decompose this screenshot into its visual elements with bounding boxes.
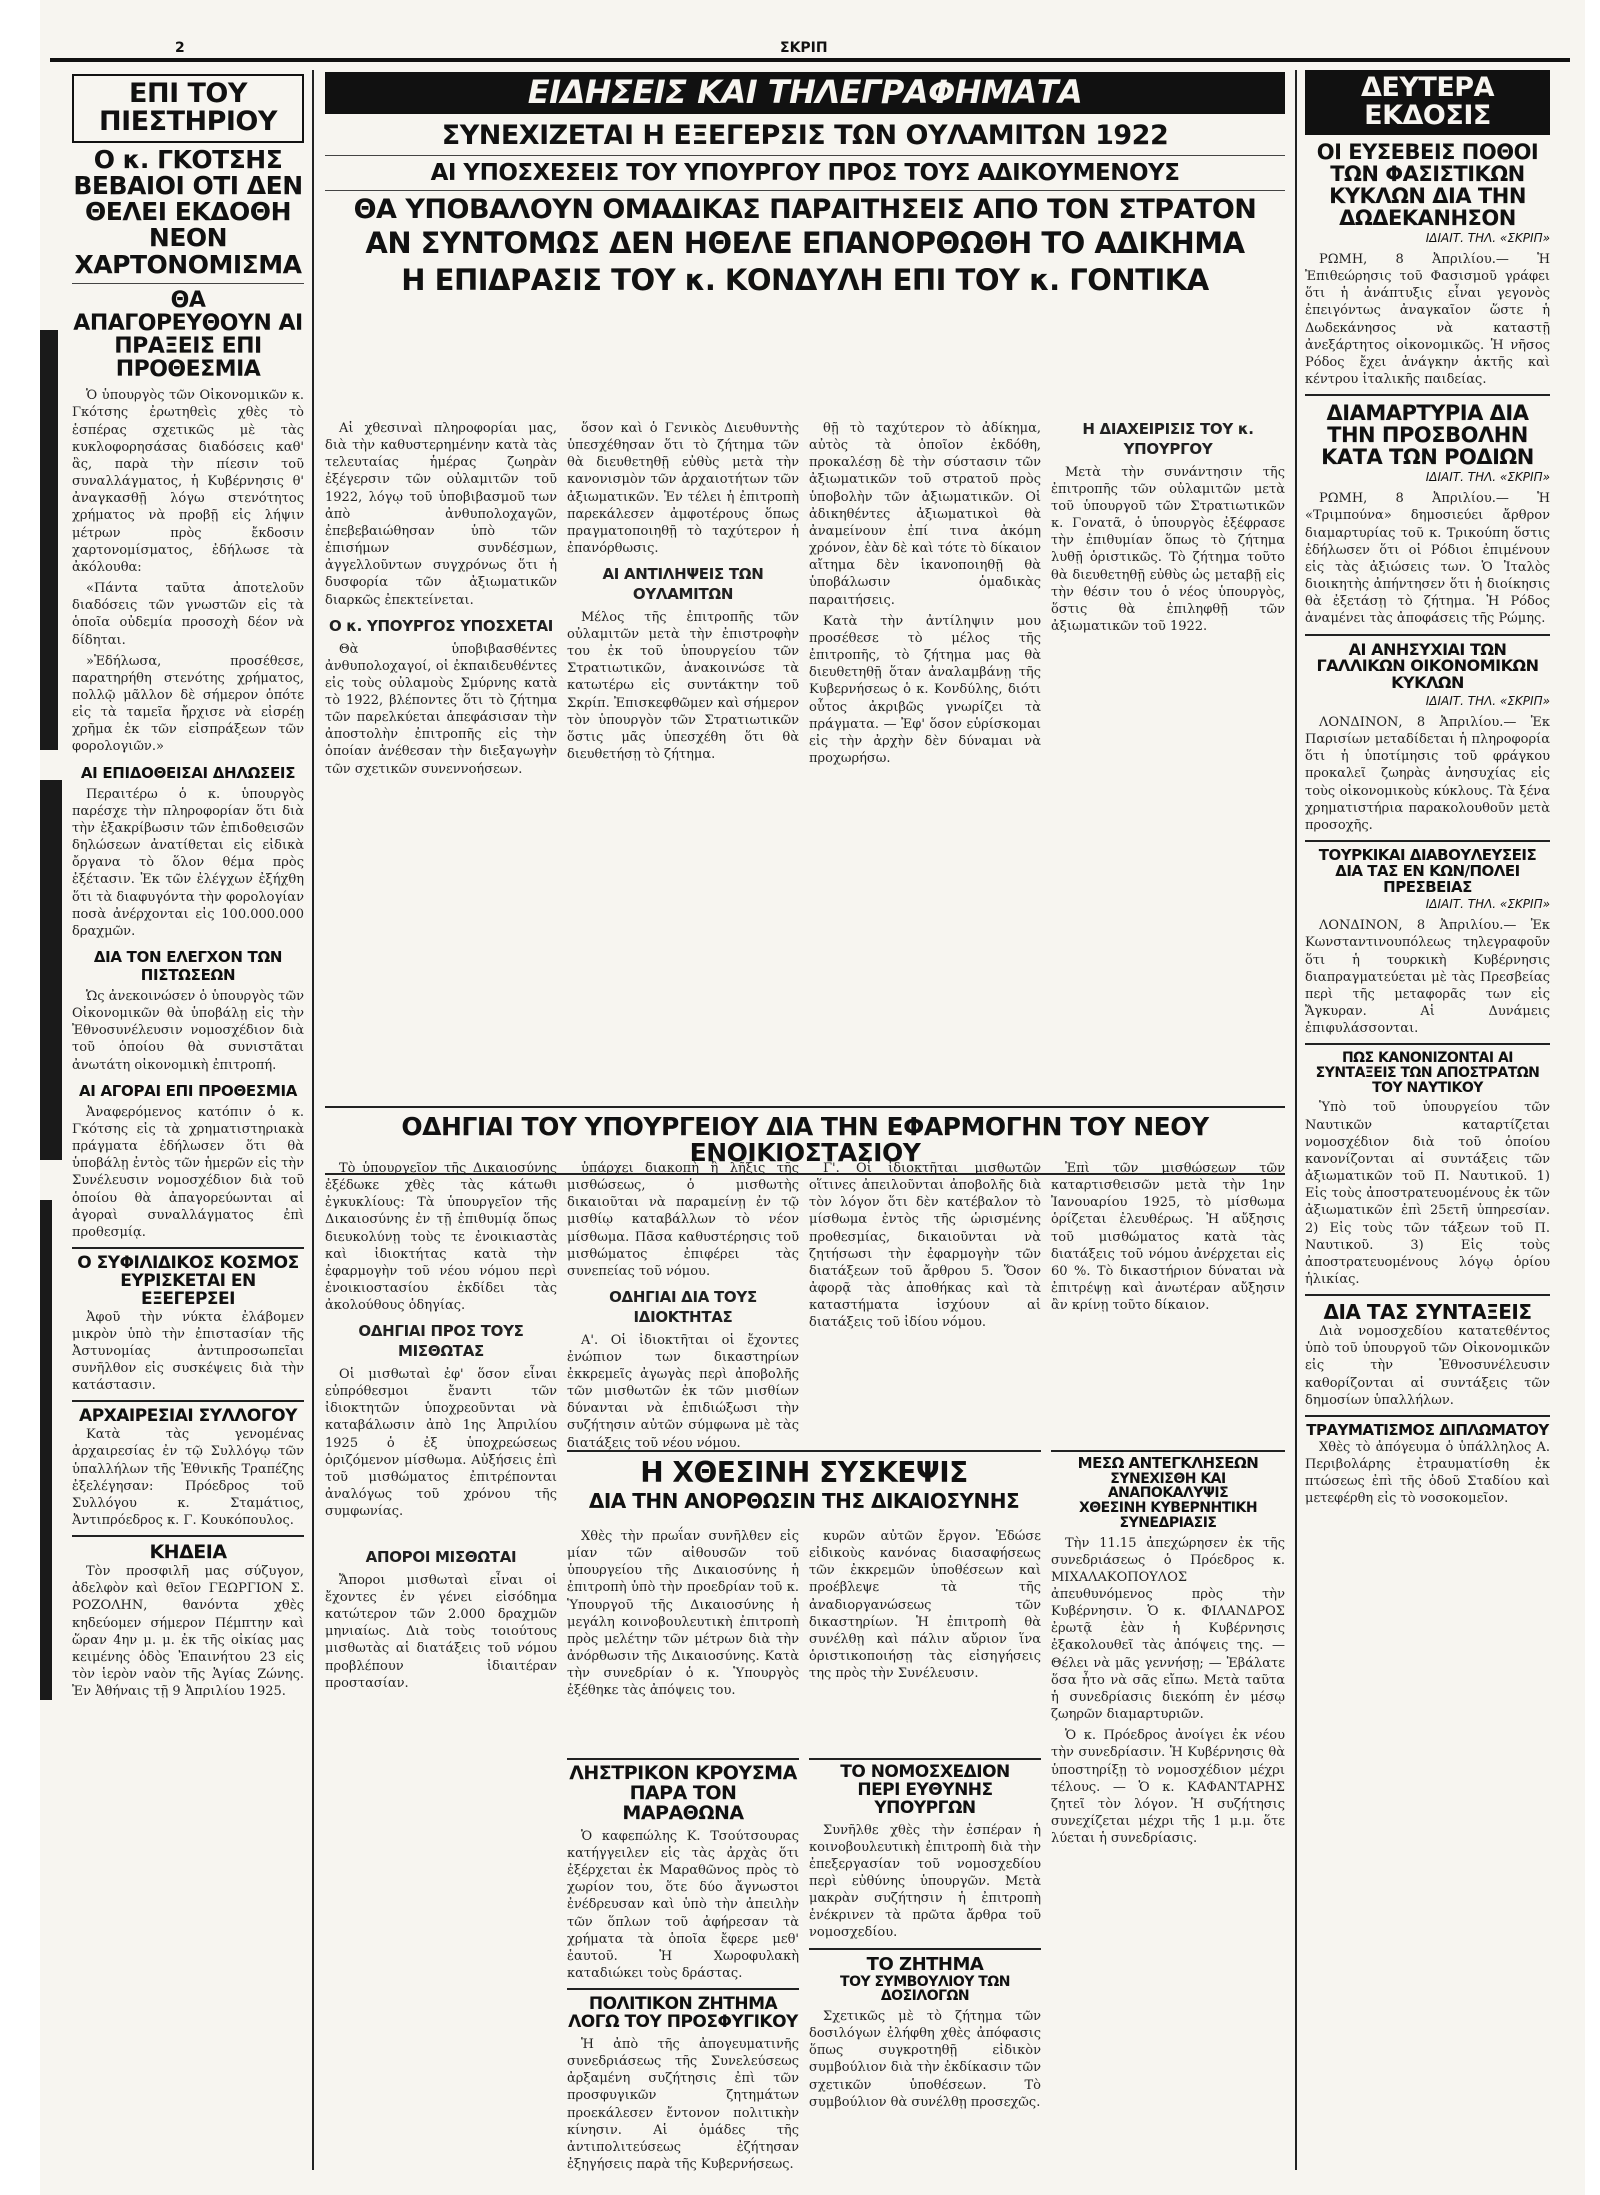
paragraph: Θὰ ὑποβιβασθέντες ἀνθυπολοχαγοί, οἱ ἐκπαιδευθέντες εἰς τοὺς οὐλαμοὺς Σμύρνης κατὰ τὸ 1922, βλέποντες ὅτι τὸ ζήτημα τῶν παρελκύεται ἀπεφάσισαν τὴν ἀποστολὴν ἐπιτροπῆς εἰς τὴν ὁποίαν ἀνέθεσαν τὴν διεξαγωγὴν τῶν σχετικῶν συνεννοήσεων. bbox=[325, 641, 557, 777]
story-column bbox=[325, 420, 557, 1100]
byline: ΙΔΙΑΙΤ. ΤΗΛ. «ΣΚΡΙΠ» bbox=[1425, 230, 1550, 245]
story-box bbox=[567, 1758, 799, 2172]
headline: ΤΟ ΝΟΜΟΣΧΕΔΙΟΝ bbox=[840, 1762, 1010, 1782]
subheading: ΑΙ ΑΝΤΙΛΗΨΕΙΣ ΤΩΝ ΟΥΛΑΜΙΤΩΝ bbox=[602, 565, 764, 604]
torn-edge bbox=[40, 1200, 52, 1700]
paragraph: Συνῆλθε χθὲς τὴν ἑσπέραν ἡ κοινοβουλευτικὴ ἐπιτροπὴ διὰ τὴν ἐπεξεργασίαν τοῦ νομοσχεδίου περὶ εὐθύνης ὑπουργῶν. Μετὰ μακρὰν συζήτησιν ἡ ἐπιτροπὴ ἐνέκρινεν τὰ πρῶτα ἄρθρα τοῦ νομοσχεδίου. bbox=[809, 1822, 1041, 1941]
story-box bbox=[809, 1758, 1041, 2164]
headline: ΑΙ ΑΝΗΣΥΧΙΑΙ ΤΩΝ ΓΑΛΛΙΚΩΝ ΟΙΚΟΝΟΜΙΚΩΝ ΚΥΚΛΩΝ bbox=[1316, 639, 1539, 693]
left-column bbox=[72, 70, 304, 2180]
right-column bbox=[1305, 70, 1550, 2180]
paragraph: Ἀφοῦ τὴν νύκτα ἐλάβομεν μικρὸν ὑπὸ τὴν ἐπιστασίαν τῆς Ἀστυνομίας ἀντιπροσωπεῖαι συνῆλθον εἰς συσκέψεις διὰ τὴν κατάστασιν. bbox=[72, 1309, 304, 1394]
left-banner: ΕΠΙ ΤΟΥ ΠΙΕΣΤΗΡΙΟΥ bbox=[72, 74, 304, 143]
paragraph: Κατὰ τὰς γενομένας ἀρχαιρεσίας ἐν τῷ Συλλόγῳ τῶν ὑπαλλήλων τῆς Ἐθνικῆς Τραπέζης ἐξελέγησαν: Πρόεδρος τοῦ Συλλόγου κ. Σταμάτιος, Ἀντιπρόεδρος κ. Γ. Κουκόπουλος. bbox=[72, 1427, 304, 1528]
paragraph: Ἀναφερόμενος κατόπιν ὁ κ. Γκότσης εἰς τὰ χρηματιστηριακὰ πράγματα ἐδήλωσεν ὅτι θὰ ὑποβάλῃ ἐντὸς τῶν ἡμερῶν εἰς τὴν Συνέλευσιν νομοσχέδιον διὰ τοῦ ὁποίου θὰ ἀπαγορεύωνται αἱ ἀγοραὶ συναλλάγματος ἐπὶ προθεσμίᾳ. bbox=[72, 1104, 304, 1240]
headline: ΤΟΥΡΚΙΚΑΙ ΔΙΑΒΟΥΛΕΥΣΕΙΣ ΔΙΑ ΤΑΣ ΕΝ ΚΩΝ/ΠΟΛΕΙ ΠΡΕΣΒΕΙΑΣ bbox=[1318, 846, 1537, 896]
subheading: ΑΙ ΑΓΟΡΑΙ ΕΠΙ ΠΡΟΘΕΣΜΙΑ bbox=[78, 1081, 298, 1100]
center-banner: ΕΙΔΗΣΕΙΣ ΚΑΙ ΤΗΛΕΓΡΑΦΗΜΑΤΑ bbox=[325, 72, 1285, 114]
paragraph: Τὸ ὑπουργεῖον τῆς Δικαιοσύνης ἐξέδωκε χθὲς τὰς κάτωθι ἐγκυκλίους: Τὰ ὑπουργεῖον τῆς Δικαιοσύνης ἐν τῇ ἐπιθυμίᾳ ὅπως διευκολύνῃ τοὺς τε ἐνοικιαστὰς καὶ ἰδιοκτήτας κατὰ τὴν ἐφαρμογὴν τοῦ νέου νόμου περὶ ἐνοικιοστασίου ἐκδίδει τὰς ἀκολούθους ὁδηγίας. bbox=[325, 1161, 557, 1314]
subheading: ΔΙΑ ΤΟΝ ΕΛΕΓΧΟΝ ΤΩΝ ΠΙΣΤΩΣΕΩΝ bbox=[93, 948, 283, 984]
paragraph: Τὴν 11.15 ἀπεχώρησεν ἐκ τῆς συνεδριάσεως ὁ Πρόεδρος κ. ΜΙΧΑΛΑΚΟΠΟΥΛΟΣ ἀπευθυνόμενος πρὸς τὴν Κυβέρνησιν. Ὁ κ. ΦΙΛΑΝΔΡΟΣ ἐρωτᾷ ἐὰν ἡ Κυβέρνησις ἐξακολουθεῖ τὰς ἀπόψεις της. — Θέλει νὰ μᾶς γεννήσῃ; — Ἐβάλατε ὅσα ἦτο νὰ σᾶς εἴπω. Μετὰ ταῦτα ἡ συνεδρίασις διεκόπη ἐν μέσῳ ζωηρῶν διαμαρτυριῶν. bbox=[1051, 1535, 1285, 1723]
paragraph: Αἱ χθεσιναὶ πληροφορίαι μας, διὰ τὴν καθυστερημένην κατὰ τὰς τελευταίας ἡμέρας ζωηρὰν ἐξέγερσιν τῶν οὐλαμιτῶν τοῦ 1922, λόγῳ τοῦ ὑποβιβασμοῦ των ἀπὸ ἀνθυπολοχαγῶν, ἐπεβεβαιώθησαν ὑπὸ τῶν ἐπισήμων συνδέσμων, ἀγγελλοῦντων συγχρόνως ὅτι ἡ δυσφορία τῶν ἀξιωματικῶν διαρκῶς ἐπεκτείνεται. bbox=[325, 421, 557, 608]
paragraph: Ὡς ἀνεκοινώσεν ὁ ὑπουργὸς τῶν Οἰκονομικῶν θὰ ὑποβάλῃ εἰς τὴν Ἐθνοσυνέλευσιν νομοσχέδιον διὰ τοῦ ὁποίου θὰ συνιστᾶται ἀνωτάτη οἰκονομικὴ ἐπιτροπή. bbox=[72, 989, 304, 1073]
headline: ΔΙΑ ΤΗΝ ΑΝΟΡΘΩΣΙΝ ΤΗΣ ΔΙΚΑΙΟΣΥΝΗΣ bbox=[588, 1489, 1020, 1514]
headline: Η ΧΘΕΣΙΝΗ ΣΥΣΚΕΨΙΣ bbox=[640, 1456, 968, 1489]
headline: ΠΩΣ ΚΑΝΟΝΙΖΟΝΤΑΙ ΑΙ ΣΥΝΤΑΞΕΙΣ ΤΩΝ ΑΠΟΣΤΡΑΤΩΝ ΤΟΥ ΝΑΥΤΙΚΟΥ bbox=[1315, 1050, 1540, 1096]
story-column bbox=[1051, 420, 1285, 1100]
column-rule bbox=[312, 70, 314, 2170]
paragraph: Ὁ ὑπουργὸς τῶν Οἰκονομικῶν κ. Γκότσης ἐρωτηθεὶς χθὲς τὸ ἑσπέρας σχετικῶς μὲ τὰς κυκλοφορησάσας διαδόσεις καθ' ἃς, παρὰ τὴν πίεσιν τοῦ συναλλάγματος, ἡ Κυβέρνησις θ' ἀναγκασθῇ λόγω στενότητος χρήματος νὰ προβῇ εἰς λήψιν μέτρων πρὸς ἔκδοσιν χαρτονομίσματος, ἐδήλωσε τὰ ἀκόλουθα: bbox=[72, 388, 304, 575]
paragraph: Μετὰ τὴν συνάντησιν τῆς ἐπιτροπῆς τῶν οὐλαμιτῶν μετὰ τοῦ ὑπουργοῦ τῶν Στρατιωτικῶν κ. Γονατᾶ, ὁ ὑπουργὸς ἐξέφρασε τὴν ἐπιθυμίαν ὅπως τὸ ζήτημα λυθῇ ὁριστικῶς. Τὸ ζήτημα τοῦτο θὰ διευθετηθῇ εὐθὺς ὡς μεταβῇ εἰς τὴν θέσιν του ὁ νέος ὑπουργὸς, ὅστις θὰ ἐπιληφθῇ τῶν ἀξιωματικῶν τοῦ 1922. bbox=[1051, 464, 1285, 634]
headline: ΜΕΣΩ ΑΝΤΕΓΚΛΗΣΕΩΝ bbox=[1077, 1454, 1259, 1472]
page-number: 2 bbox=[175, 40, 185, 56]
article-headline: ΑΡΧΑΙΡΕΣΙΑΙ ΣΥΛΛΟΓΟΥ bbox=[79, 1406, 297, 1427]
subheading: ΟΔΗΓΙΑΙ ΠΡΟΣ ΤΟΥΣ ΜΙΣΘΩΤΑΣ bbox=[358, 1322, 524, 1361]
story-column bbox=[567, 1528, 799, 1748]
headline: ΤΟ ΖΗΤΗΜΑ bbox=[866, 1953, 984, 1975]
paragraph: ΡΩΜΗ, 8 Ἀπριλίου.— Ἡ Ἐπιθεώρησις τοῦ Φασισμοῦ γράφει ὅτι ἡ ἀνάπτυξις εἶναι γεγονὸς ἐπειγόντως ἀναγκαῖον ὥστε ἡ Δωδεκάνησος νὰ καταστῇ ἀνεξάρτητος οἰκονομικῶς. Ἡ νῆσος Ρόδος ἔχει ἀνάγκην ἀκτῆς καὶ κέντρου ἰταλικῆς παιδείας. bbox=[1305, 251, 1550, 387]
byline: ΙΔΙΑΙΤ. ΤΗΛ. «ΣΚΡΙΠ» bbox=[1425, 897, 1550, 912]
paragraph: ΛΟΝΔΙΝΟΝ, 8 Ἀπριλίου.— Ἐκ Παρισίων μεταδίδεται ἡ πληροφορία ὅτι ἡ ὑποτίμησις τοῦ φράγκου προκαλεῖ ζωηρὰς ἀνησυχίας εἰς τοὺς οἰκονομικοὺς κύκλους. Τὰ ξένα χρηματιστήρια παρακολουθοῦν μετὰ προσοχῆς. bbox=[1305, 714, 1550, 833]
paragraph: ΛΟΝΔΙΝΟΝ, 8 Ἀπριλίου.— Ἐκ Κωνσταντινουπόλεως τηλεγραφοῦν ὅτι ἡ τουρκικὴ Κυβέρνησις διαπραγματεύεται μὲ τὰς Πρεσβείας περὶ τῆς μεταφορᾶς των εἰς Ἄγκυραν. Αἱ Δυνάμεις ἐπιφυλάσσονται. bbox=[1305, 918, 1550, 1037]
paragraph: Γ'. Οἱ ἰδιοκτῆται μισθωτῶν οἵτινες ἀπειλοῦνται ἀποβολῆς διὰ τὸν λόγον ὅτι δὲν κατέβαλον τὸ μίσθωμα ἐντὸς τῆς ὡρισμένης προθεσμίας, δικαιοῦνται νὰ ζητήσωσι τὴν ἐφαρμογὴν τῶν διατάξεων τοῦ ἄρθρου 5. Ὅσον ἀφορᾷ τὰς ἀποθήκας καὶ τὰ καταστήματα ἰσχύουν αἱ διατάξεις τοῦ ἰδίου νόμου. bbox=[809, 1161, 1041, 1331]
subheading: ΟΔΗΓΙΑΙ ΔΙΑ ΤΟΥΣ ΙΔΙΟΚΤΗΤΑΣ bbox=[609, 1288, 757, 1326]
headline: ΠΟΛΙΤΙΚΟΝ ΖΗΤΗΜΑ ΛΟΓΩ ΤΟΥ ΠΡΟΣΦΥΓΙΚΟΥ bbox=[568, 1994, 798, 2033]
syskepsis-header bbox=[567, 1450, 1041, 1512]
subheading: ΑΠΟΡΟΙ ΜΙΣΘΩΤΑΙ bbox=[365, 1548, 517, 1566]
headline: ΟΔΗΓΙΑΙ ΤΟΥ ΥΠΟΥΡΓΕΙΟΥ ΔΙΑ ΤΗΝ ΕΦΑΡΜΟΓΗΝ ΤΟΥ ΝΕΟΥ ΕΝΟΙΚΙΟΣΤΑΣΙΟΥ bbox=[401, 1112, 1209, 1168]
torn-edge bbox=[40, 330, 58, 750]
masthead: ΣΚΡΙΠ bbox=[780, 40, 828, 56]
left-headline-2: ΘΑ ΑΠΑΓΟΡΕΥΘΟΥΝ ΑΙ ΠΡΑΞΕΙΣ ΕΠΙ ΠΡΟΘΕΣΜΙΑ bbox=[73, 287, 303, 383]
paragraph: Ἄποροι μισθωταὶ εἶναι οἱ ἔχοντες ἐν γένει εἰσόδημα κατώτερον τῶν 2.000 δραχμῶν μηνιαίως. Διὰ τοὺς τοιούτους μισθωτὰς αἱ διατάξεις τοῦ νόμου προβλέπουν ἰδιαιτέραν προστασίαν. bbox=[325, 1572, 557, 1691]
paragraph: Μέλος τῆς ἐπιτροπῆς τῶν οὐλαμιτῶν μετὰ τὴν ἐπιστροφὴν του ἐκ τοῦ ὑπουργείου τῶν Στρατιωτικῶν, ἀνακοινώσε τὰ κατωτέρω εἰς συντάκτην τοῦ Σκρίπ. Ἐπισκεφθῶμεν καὶ σήμερον τὸν ὑπουργὸν τῶν Στρατιωτικῶν ὅστις μᾶς ὑπεσχέθη ὅτι θὰ διευθετήσῃ τὸ ζήτημα. bbox=[567, 609, 799, 763]
headline: ΤΟΥ ΣΥΜΒΟΥΛΙΟΥ ΤΩΝ ΔΟΣΙΛΟΓΩΝ bbox=[840, 1973, 1010, 2005]
paragraph: ΡΩΜΗ, 8 Ἀπριλίου.— Ἡ «Τριμπούνα» δημοσιεύει ἄρθρον διαμαρτυρίας τοῦ κ. Τρικούπη ὅστις ἐδήλωσεν ὅτι οἱ Ρόδιοι ἐπιμένουν εἰς τὰς ἀξιώσεις των. Ὁ Ἰταλὸς διοικητὴς ἀπήντησεν ὅτι ἡ διοίκησις θὰ ἐξετάσῃ τὸ ζήτημα. Ἡ Ρόδος ἀναμένει τὰς ἀποφάσεις τῆς Ρώμης. bbox=[1305, 491, 1550, 627]
paragraph: ὅσον καὶ ὁ Γενικὸς Διευθυντὴς ὑπεσχέθησαν ὅτι τὸ ζήτημα τῶν θὰ διευθετηθῇ εὐθὺς μετὰ τὴν κανονισμὸν τῶν ἀρχαιοτήτων τῶν ἀξιωματικῶν. Ἐν τέλει ἡ ἐπιτροπὴ παρεκάλεσεν ἀμφοτέρους ὅπως πραγματοποιηθῇ τὸ ταχύτερον ἡ ἐπανόρθωσις. bbox=[567, 421, 799, 557]
article-headline: Ο ΣΥΦΙΛΙΔΙΚΟΣ ΚΟΣΜΟΣ ΕΥΡΙΣΚΕΤΑΙ ΕΝ ΕΞΕΓΕΡΣΕΙ bbox=[77, 1253, 299, 1309]
paragraph: Ὁ καφεπώλης Κ. Τσούτσουρας κατήγγειλεν εἰς τὰς ἀρχὰς ὅτι ἐξέρχεται ἐκ Μαραθῶνος πρὸς τὸ χωρίον του, ὅτε δύο ἄγνωστοι ἐνέδρευσαν καὶ ὑπὸ τὴν ἀπειλὴν τῶν ὅπλων τοῦ ἀφήρεσαν τὰ χρήματα τὰ ὁποῖα ἔφερε μεθ' ἑαυτοῦ. Ἡ Χωροφυλακὴ καταδιώκει τοὺς δράστας. bbox=[567, 1828, 799, 1982]
byline: ΙΔΙΑΙΤ. ΤΗΛ. «ΣΚΡΙΠ» bbox=[1425, 693, 1550, 708]
top-rule bbox=[50, 58, 1570, 62]
paragraph: Περαιτέρω ὁ κ. ὑπουργὸς παρέσχε τὴν πληροφορίαν ὅτι διὰ τὴν ἐξακρίβωσιν τῶν ἐπιδοθεισῶν δηλώσεων ἀνατίθεται εἰς εἰδικὰ ὄργανα τὸ ὅλον θέμα πρὸς ἐξέτασιν. Ἐκ τῶν ἐλέγχων ἐξήχθη ὅτι τὰ διαφυγόντα τὴν φορολογίαν ποσὰ ἀνέρχονται εἰς 100.000.000 δραχμῶν. bbox=[72, 786, 304, 939]
paragraph: Ὁ κ. Πρόεδρος ἀνοίγει ἐκ νέου τὴν συνεδρίασιν. Ἡ Κυβέρνησις θὰ ὑποστηρίξῃ τὸ νομοσχέδιον μέχρι τέλους. — Ὁ κ. ΚΑΦΑΝΤΑΡΗΣ ζητεῖ τὸν λόγον. Ἡ συζήτησις συνεχίζεται μέχρι τῆς 1 μ.μ. ὅτε λύεται ἡ συνεδρίασις. bbox=[1051, 1728, 1285, 1847]
story-column bbox=[809, 1528, 1041, 1748]
headline: ΔΙΑΜΑΡΤΥΡΙΑ ΔΙΑ ΤΗΝ ΠΡΟΣΒΟΛΗΝ ΚΑΤΑ ΤΩΝ ΡΟΔΙΩΝ bbox=[1321, 401, 1534, 470]
story-column bbox=[1051, 1160, 1285, 1440]
paragraph: Ἐπὶ τῶν μισθώσεων τῶν καταρτισθεισῶν μετὰ τὴν 1ην Ἰανουαρίου 1925, τὸ μίσθωμα ὁρίζεται ἐλευθέρως. Ἡ αὔξησις τοῦ μισθώματος κατὰ τὰς διατάξεις τοῦ νόμου ἀνέρχεται εἰς 60 %. Τὸ δικαστήριον δύναται νὰ ἐπιτρέψῃ καὶ ἀνωτέραν αὔξησιν ἂν κρίνῃ τοῦτο δίκαιον. bbox=[1051, 1161, 1285, 1314]
headline: ΣΥΝΕΧΙΣΘΗ ΚΑΙ ΑΝΑΠΟΚΑΛΥΨΙΣ bbox=[1107, 1470, 1229, 1502]
paragraph: Ὑπὸ τοῦ ὑπουργείου τῶν Ναυτικῶν καταρτίζεται νομοσχέδιον διὰ τοῦ ὁποίου κανονίζονται αἱ συντάξεις τῶν ἀξιωματικῶν τοῦ Π. Ναυτικοῦ. 1) Εἰς τοὺς ἀποστρατευομένους ἐκ τῶν ἀξιωματικῶν ἐπὶ 25ετῆ ὑπηρεσίαν. 2) Εἰς τοὺς τῶν τάξεων τοῦ Π. Ναυτικοῦ. 3) Εἰς τοὺς ἀποστρατευομένους λόγῳ ὁρίου ἡλικίας. bbox=[1305, 1100, 1550, 1287]
paragraph: «Πάντα ταῦτα ἀποτελοῦν διαδόσεις τῶν γνωστῶν εἰς τὰ ὁποῖα οὐδεμία προσοχὴ δέον νὰ δίδηται. bbox=[72, 581, 304, 648]
paragraph: Ἡ ἀπὸ τῆς ἀπογευματινῆς συνεδριάσεως τῆς Συνελεύσεως ἀρξαμένη συζήτησις ἐπὶ τῶν προσφυγικῶν ζητημάτων προεκάλεσεν ἔντονον πολιτικὴν κίνησιν. Αἱ ὁμάδες τῆς ἀντιπολιτεύσεως ἐζήτησαν ἐξηγήσεις παρὰ τῆς Κυβερνήσεως. bbox=[567, 2036, 799, 2172]
article-headline: ΚΗΔΕΙΑ bbox=[149, 1541, 227, 1564]
subheading: Η ΔΙΑΧΕΙΡΙΣΙΣ ΤΟΥ κ. ΥΠΟΥΡΓΟΥ bbox=[1082, 420, 1254, 458]
paragraph: Κατὰ τὴν ἀντίληψιν μου προσέθεσε τὸ μέλος τῆς ἐπιτροπῆς, τὸ ζήτημα μας θὰ διευθετηθῇ ὅταν ἀναλαμβάνῃ τῆς Κυβερνήσεως ὁ κ. Κονδύλης, διότι οὗτος ἀκριβῶς γνωρίζει τὰ πράγματα. — Ἐφ' ὅσον εὑρίσκομαι εἰς τὴν ἀρχὴν δὲν δύναμαι νὰ προχωρήσω. bbox=[809, 613, 1041, 766]
paragraph: Α'. Οἱ ἰδιοκτῆται οἱ ἔχοντες ἐνώπιον των δικαστηρίων ἐκκρεμεῖς ἀγωγὰς περὶ ἀποβολῆς τῶν μισθωτῶν ἐκ τῶν μισθίων δύνανται νὰ ἐπιδιώξωσι τὴν συζήτησιν αὐτῶν σύμφωνα μὲ τὰς διατάξεις τοῦ νέου νόμου. bbox=[567, 1332, 799, 1451]
paragraph: ὑπάρχει διακοπὴ ἢ λῆξις τῆς μισθώσεως, ὁ μισθωτὴς δικαιοῦται νὰ παραμείνῃ ἐν τῷ μισθίῳ καταβάλλων τὸ νέον μίσθωμα. Πᾶσα καθυστέρησις τοῦ μισθώματος ἐπιφέρει τὰς συνεπείας τοῦ νόμου. bbox=[567, 1161, 799, 1279]
story-column bbox=[809, 420, 1041, 1100]
headline: ΔΙΑ ΤΑΣ ΣΥΝΤΑΞΕΙΣ bbox=[1323, 1300, 1532, 1325]
paragraph: Χθὲς τὸ ἀπόγευμα ὁ ὑπάλληλος Α. Περιβολάρης ἐτραυματίσθη ἐκ πτώσεως ἐπὶ τῆς ὁδοῦ Σταδίου καὶ μετεφέρθη εἰς τὸ νοσοκομεῖον. bbox=[1305, 1439, 1550, 1507]
paragraph: Διὰ νομοσχεδίου κατατεθέντος ὑπὸ τοῦ ὑπουργοῦ τῶν Οἰκονομικῶν εἰς τὴν Ἐθνοσυνέλευσιν καθορίζονται αἱ συντάξεις τῶν δημοσίων ὑπαλλήλων. bbox=[1305, 1324, 1550, 1408]
paragraph: κυρῶν αὐτῶν ἔργον. Ἐδώσε εἰδικοὺς κανόνας διασαφήσεως τῶν ἐκκρεμῶν ὑποθέσεων καὶ προέβλεψε τὰ τῆς ἀναδιοργανώσεως τῶν δικαστηρίων. Ἡ ἐπιτροπὴ θὰ συνέλθῃ καὶ πάλιν αὔριον ἵνα ὁριστικοποιήσῃ τὰς εἰσηγήσεις της πρὸς τὴν Συνέλευσιν. bbox=[809, 1529, 1041, 1682]
column-rule bbox=[1295, 70, 1297, 2170]
headline: ΑΙ ΥΠΟΣΧΕΣΕΙΣ ΤΟΥ ΥΠΟΥΡΓΟΥ ΠΡΟΣ ΤΟΥΣ ΑΔΙΚΟΥΜΕΝΟΥΣ bbox=[430, 159, 1180, 186]
story-column bbox=[325, 1540, 557, 2160]
headline: ΘΑ ΥΠΟΒΑΛΟΥΝ ΟΜΑΔΙΚΑΣ ΠΑΡΑΙΤΗΣΕΙΣ ΑΠΟ ΤΟΝ ΣΤΡΑΤΟΝ bbox=[353, 194, 1257, 226]
headline: ΣΥΝΕΧΙΖΕΤΑΙ Η ΕΞΕΓΕΡΣΙΣ ΤΩΝ ΟΥΛΑΜΙΤΩΝ 1922 bbox=[441, 119, 1169, 151]
right-banner: ΔΕΥΤΕΡΑ ΕΚΔΟΣΙΣ bbox=[1305, 70, 1550, 135]
paragraph: θῇ τὸ ταχύτερον τὸ ἀδίκημα, αὐτὸς τὰ ὁποῖον ἐκδόθη, προκαλέσῃ δὲ τὴν σύστασιν τῶν ἀξιωματικῶν τοῦ στρατοῦ πρὸς ὑποβολὴν τῶν ἀξιωματικῶν. Οἱ ἀδικηθέντες ἀξιωματικοὶ θὰ ἀναμείνουν ἐπί τινα ἀκόμη χρόνον, ἐὰν δὲ καὶ τότε τὸ δίκαιον αἴτημα δὲν ἱκανοποιηθῇ θὰ ὑποβάλωσιν ὁμαδικὰς παραιτήσεις. bbox=[809, 421, 1041, 608]
headline: ΛΗΣΤΡΙΚΟΝ ΚΡΟΥΣΜΑ bbox=[569, 1762, 797, 1784]
paragraph: Χθὲς τὴν πρωΐαν συνῆλθεν εἰς μίαν τῶν αἰθουσῶν τοῦ ὑπουργείου τῆς Δικαιοσύνης ἡ ἐπιτροπὴ ὑπὸ τὴν προεδρίαν τοῦ κ. Ὑπουργοῦ τῆς Δικαιοσύνης ἡ μεγάλη κοινοβουλευτικὴ ἐπιτροπὴ πρὸς μελέτην τῶν μέτρων διὰ τὴν ἀνόρθωσιν τῆς Δικαιοσύνης. Κατὰ τὴν συνεδρίαν ὁ κ. Ὑπουργὸς ἐξέθηκε τὰς ἀπόψεις του. bbox=[567, 1529, 799, 1699]
headline: ΑΝ ΣΥΝΤΟΜΩΣ ΔΕΝ ΗΘΕΛΕ ΕΠΑΝΟΡΘΩΘΗ ΤΟ ΑΔΙΚΗΜΑ bbox=[365, 226, 1245, 261]
story-column bbox=[809, 1160, 1041, 1440]
headline: ΠΑΡΑ ΤΟΝ ΜΑΡΑΘΩΝΑ bbox=[622, 1781, 744, 1824]
story-column bbox=[567, 1160, 799, 1451]
story-box bbox=[1051, 1450, 1285, 2166]
paragraph: Τὸν προσφιλῆ μας σύζυγον, ἀδελφὸν καὶ θεῖον ΓΕΩΡΓΙΟΝ Σ. ΡΟΖΟΛΗΝ, θανόντα χθὲς κηδεύομεν σήμερον Πέμπτην καὶ ὥραν 4ην μ. μ. ἐκ τῆς οἰκίας μας κειμένης ὁδὸς Ἐπαινήτου 23 εἰς τὸν ἱερὸν ναὸν τῆς Ἁγίας Ζώνης. Ἐν Ἀθήναις τῇ 9 Ἀπριλίου 1925. bbox=[72, 1564, 304, 1700]
headline: Η ΕΠΙΔΡΑΣΙΣ ΤΟΥ κ. ΚΟΝΔΥΛΗ ΕΠΙ ΤΟΥ κ. ΓΟΝΤΙΚΑ bbox=[401, 262, 1209, 297]
story-column bbox=[567, 420, 799, 1100]
paragraph: Σχετικῶς μὲ τὸ ζήτημα τῶν δοσιλόγων ἐλήφθη χθὲς ἀπόφασις ὅπως συγκροτηθῇ εἰδικὸν συμβούλιον διὰ τὴν ἐκδίκασιν τῶν σχετικῶν ὑποθέσεων. Τὸ συμβούλιον θὰ συνέλθῃ προσεχῶς. bbox=[809, 2008, 1041, 2110]
center-header bbox=[325, 72, 1285, 295]
paragraph: Οἱ μισθωταὶ ἐφ' ὅσον εἶναι εὐπρόθεσμοι ἔναντι τῶν ἰδιοκτητῶν ὑποχρεοῦνται νὰ καταβάλωσιν ἀπὸ 1ης Ἀπριλίου 1925 ὁ ἐξ ὑποχρεώσεως ὁριζόμενον μίσθωμα. Αὐξήσεις ἐπὶ τοῦ μισθώματος ἐπιτρέπονται ἀναλόγως τοῦ χρόνου τῆς συμφωνίας. bbox=[325, 1367, 557, 1520]
subheading: Ο κ. ΥΠΟΥΡΓΟΣ ΥΠΟΣΧΕΤΑΙ bbox=[328, 616, 554, 635]
paragraph: »Ἐδήλωσα, προσέθεσε, παρατηρήθη στενότης χρήματος, πολλῷ μᾶλλον δὲ σήμερον ὁπότε εἰς τὰ ταμεῖα ἤρχισε νὰ εἰσρέῃ χρῆμα ἐκ τῶν εἰσπράξεων τῶν φορολογιῶν.» bbox=[72, 653, 304, 755]
headline: ΟΙ ΕΥΣΕΒΕΙΣ ΠΟΘΟΙ ΤΩΝ ΦΑΣΙΣΤΙΚΩΝ ΚΥΚΛΩΝ ΔΙΑ ΤΗΝ ΔΩΔΕΚΑΝΗΣΟΝ bbox=[1316, 139, 1539, 230]
byline: ΙΔΙΑΙΤ. ΤΗΛ. «ΣΚΡΙΠ» bbox=[1425, 470, 1550, 485]
headline: ΧΘΕΣΙΝΗ ΚΥΒΕΡΝΗΤΙΚΗ ΣΥΝΕΔΡΙΑΣΙΣ bbox=[1078, 1500, 1258, 1531]
headline: ΤΡΑΥΜΑΤΙΣΜΟΣ ΔΙΠΛΩΜΑΤΟΥ bbox=[1306, 1420, 1549, 1439]
torn-edge bbox=[40, 780, 62, 1160]
headline: ΠΕΡΙ ΕΥΘΥΝΗΣ ΥΠΟΥΡΓΩΝ bbox=[857, 1779, 993, 1818]
left-headline-1: Ο κ. ΓΚΟΤΣΗΣ ΒΕΒΑΙΟΙ ΟΤΙ ΔΕΝ ΘΕΛΕΙ ΕΚΔΟΘΗ ΝΕΟΝ ΧΑΡΤΟΝΟΜΙΣΜΑ bbox=[73, 144, 303, 279]
subheading: ΑΙ ΕΠΙΔΟΘΕΙΣΑΙ ΔΗΛΩΣΕΙΣ bbox=[80, 763, 296, 782]
